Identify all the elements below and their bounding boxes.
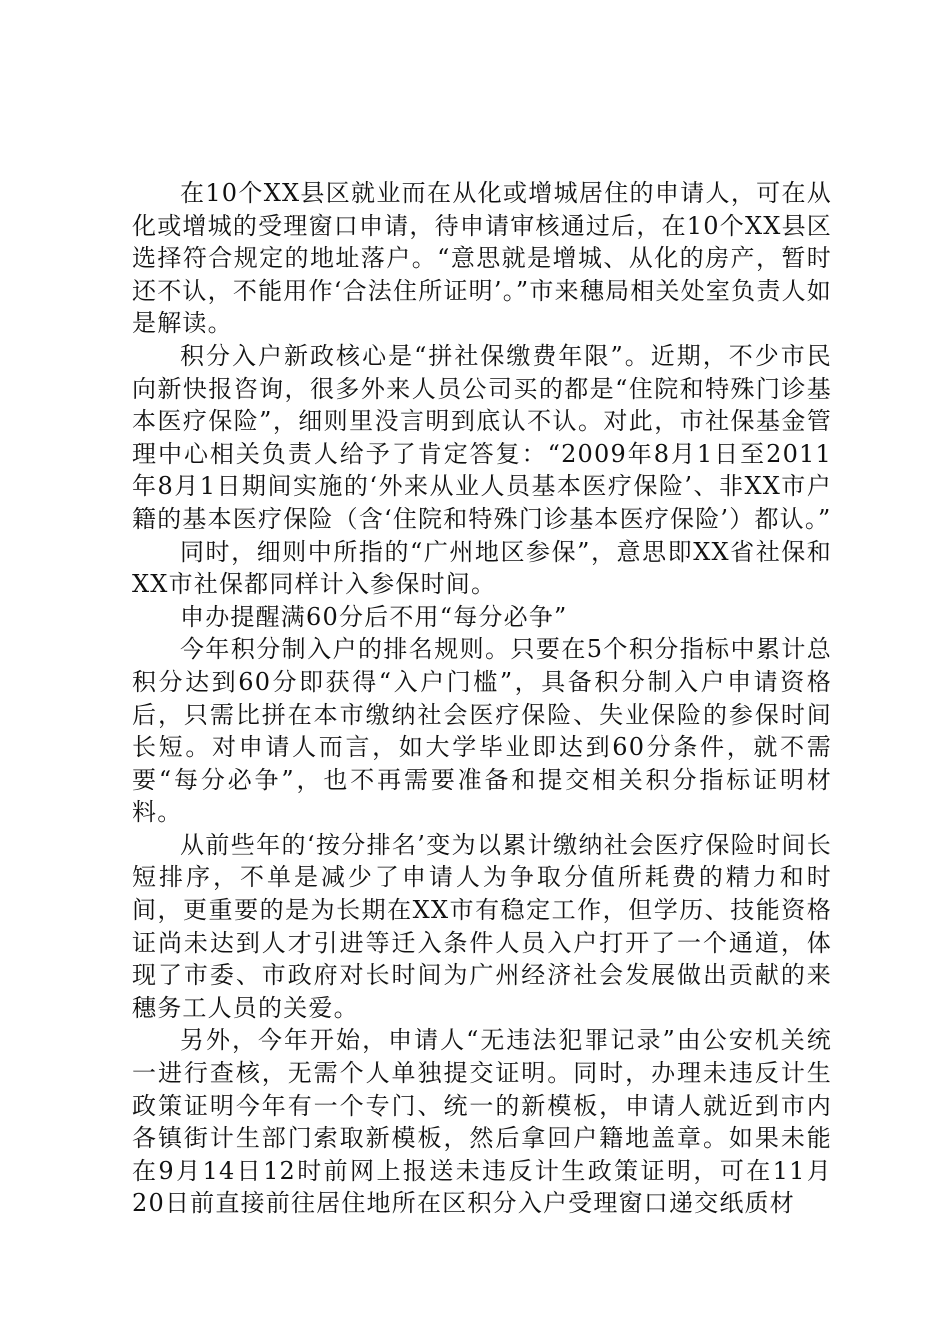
paragraph-2: 积分入户新政核心是“拼社保缴费年限”。近期，不少市民向新快报咨询，很多外来人员公司买的都是“住院和特殊门诊基本医疗保险”，细则里没言明到底认不认。对此，市社保基金管理中心相关负责人给予了肯定答复：“2009年8月1日至2011年8月1日期间实施的‘外来从业人员基本医疗保险’、非XX市户籍的基本医疗保险（含‘住院和特殊门诊基本医疗保险’）都认。” [132, 341, 832, 533]
paragraph-5: 从前些年的‘按分排名’变为以累计缴纳社会医疗保险时间长短排序，不单是减少了申请人为争取分值所耗费的精力和时间，更重要的是为长期在XX市有稳定工作，但学历、技能资格证尚未达到人才引进等迁入条件人员入户打开了一个通道，体现了市委、市政府对长时间为广州经济社会发展做出贡献的来穗务工人员的关爱。 [132, 830, 832, 1022]
section-heading: 申办提醒满60分后不用“每分必争” [180, 602, 568, 631]
paragraph-4: 今年积分制入户的排名规则。只要在5个积分指标中累计总积分达到60分即获得“入户门槛”，具备积分制入户申请资格后，只需比拼在本市缴纳社会医疗保险、失业保险的参保时间长短。对申请人而言，如大学毕业即达到60分条件，就不需要“每分必争”，也不再需要准备和提交相关积分指标证明材料。 [132, 635, 832, 827]
paragraph-6: 另外，今年开始，申请人“无违法犯罪记录”由公安机关统一进行查核，无需个人单独提交证明。同时，办理未违反计生政策证明今年有一个专门、统一的新模板，申请人就近到市内各镇街计生部门索取新模板，然后拿回户籍地盖章。如果未能在9月14日12时前网上报送未违反计生政策证明，可在11月20日前直接前往居住地所在区积分入户受理窗口递交纸质材 [132, 1026, 832, 1218]
document-body [132, 177, 832, 1220]
paragraph-1: 在10个XX县区就业而在从化或增城居住的申请人，可在从化或增城的受理窗口申请，待申请审核通过后，在10个XX县区选择符合规定的地址落户。“意思就是增城、从化的房产，暂时还不认，不能用作‘合法住所证明’。”市来穗局相关处室负责人如是解读。 [132, 179, 832, 338]
paragraph-3: 同时，细则中所指的“广州地区参保”，意思即XX省社保和XX市社保都同样计入参保时间。 [132, 537, 832, 599]
